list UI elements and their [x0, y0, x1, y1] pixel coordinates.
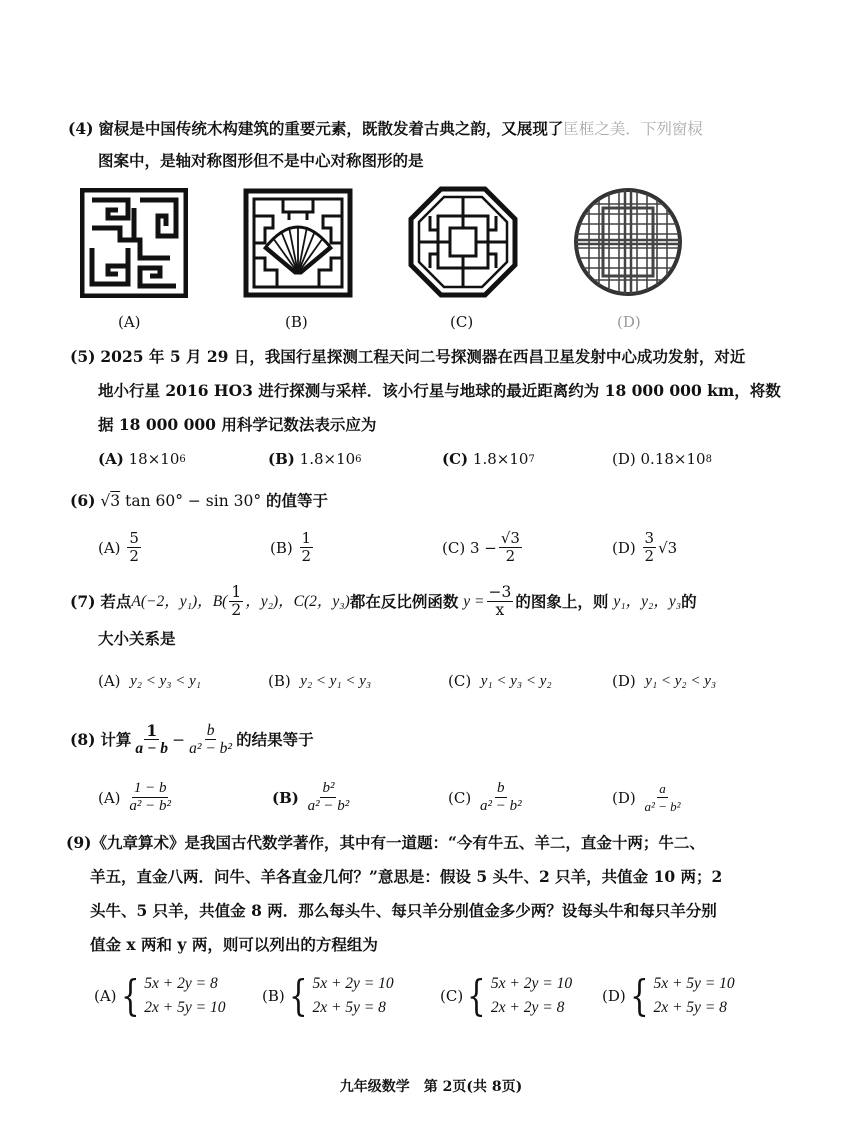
numerator: 1 − b — [133, 780, 167, 796]
q5-line2: 地小行星 2016 HO3 进行探测与采样．该小行星与地球的最近距离约为 18 000 000 km，将数 — [98, 381, 781, 400]
window-pattern-c — [408, 186, 518, 298]
equation-system — [626, 972, 735, 1020]
q4-line1 — [68, 118, 703, 140]
q6-option-c[interactable] — [442, 530, 524, 565]
fraction — [133, 722, 170, 757]
option-suffix: √3 — [658, 538, 678, 557]
q5-line1 — [70, 346, 745, 368]
option-prefix: 3 − — [469, 538, 497, 557]
numerator: 3 — [644, 529, 655, 547]
equation-2: 2x + 2y = 8 — [490, 999, 565, 1016]
q5-option-c[interactable] — [442, 450, 535, 468]
option-text: y₂ < y₁ < y₃ — [300, 672, 372, 689]
equation-1: 5x + 2y = 8 — [144, 975, 218, 992]
q4-text-1: 窗棂是中国传统木构建筑的重要元素，既散发着古典之韵，又展现了 — [98, 119, 564, 138]
q8-line — [70, 722, 314, 757]
equation-1: 5x + 2y = 10 — [490, 975, 573, 992]
page-footer: 九年级数学 第 2页(共 8页) — [339, 1079, 523, 1095]
fraction — [499, 530, 522, 565]
option-label: (B) — [270, 538, 293, 557]
option-label: (C) — [440, 987, 464, 1005]
q8-text: 的结果等于 — [236, 729, 314, 749]
brace-icon: { — [288, 971, 308, 1020]
equation-system — [117, 972, 226, 1020]
option-exponent: 7 — [528, 453, 535, 465]
numerator: b² — [322, 780, 335, 796]
denominator: x — [495, 601, 505, 619]
q7-option-c[interactable] — [448, 672, 552, 690]
numerator: 1 — [146, 721, 158, 740]
q6-number: (6) — [70, 491, 96, 510]
numerator: b — [497, 780, 505, 796]
q6-option-b[interactable] — [270, 530, 315, 565]
option-label: (C) — [442, 450, 469, 468]
option-label: (B) — [262, 987, 285, 1005]
q4-number: (4) — [68, 119, 94, 138]
q7-text: 的图象上，则 — [515, 591, 609, 611]
denominator: 2 — [505, 547, 516, 565]
option-label: (C) — [448, 788, 472, 807]
q9-option-b[interactable] — [262, 972, 394, 1020]
q6-option-d[interactable] — [612, 530, 677, 565]
equation-2: 2x + 5y = 10 — [144, 999, 226, 1016]
option-text: 1.8×10 — [299, 450, 356, 468]
minus-sign: − — [172, 730, 186, 749]
q5-text-1: 2025 年 5 月 29 日，我国行星探测工程天问二号探测器在西昌卫星发射中心成功发射，对近 — [100, 347, 746, 366]
option-text: 0.18×10 — [640, 450, 706, 468]
option-label: (A) — [98, 538, 121, 557]
option-label: (A) — [98, 672, 121, 690]
point-a: A(−2，y₁)， — [131, 592, 213, 610]
option-label: (C) — [448, 672, 472, 690]
fraction — [127, 530, 141, 565]
sqrt-sign: √ — [100, 492, 111, 510]
q4-line2: 图案中，是轴对称图形但不是中心对称图形的是 — [98, 151, 424, 170]
fraction — [643, 780, 683, 815]
window-pattern-d — [573, 186, 683, 298]
q9-option-a[interactable] — [94, 972, 225, 1020]
fraction — [306, 780, 352, 815]
option-text: y₁ < y₃ < y₂ — [480, 672, 552, 689]
option-text: y₁ < y₂ < y₃ — [645, 672, 717, 689]
fraction — [229, 584, 243, 619]
option-text: y₂ < y₃ < y₁ — [130, 672, 201, 689]
option-label: (C) — [442, 538, 466, 557]
option-label: (D) — [612, 538, 636, 557]
q5-option-d[interactable] — [612, 450, 712, 468]
numerator: a — [659, 781, 666, 796]
q7-line2: 大小关系是 — [98, 629, 176, 648]
option-label: (D) — [612, 788, 636, 807]
q7-option-d[interactable] — [612, 672, 716, 690]
q8-option-a[interactable] — [98, 780, 175, 815]
option-label: (D) — [612, 672, 636, 690]
function-lhs: y = — [463, 592, 485, 610]
q4-label-b: (B) — [285, 313, 308, 331]
fraction — [487, 584, 514, 619]
fraction — [300, 530, 314, 565]
q4-label-c: (C) — [450, 313, 474, 331]
option-label: (A) — [98, 450, 124, 468]
denominator: 2 — [231, 601, 242, 619]
q8-text: 计算 — [100, 729, 132, 749]
q9-line2: 羊五，直金八两．问牛、羊各直金几何？”意思是：假设 5 头牛、2 只羊，共值金 10 两；2 — [90, 867, 723, 886]
q7-text: 的 — [681, 591, 697, 611]
q5-option-a[interactable] — [98, 450, 186, 468]
fraction — [127, 780, 173, 815]
q4-label-a: (A) — [118, 313, 141, 331]
q9-line4: 值金 x 两和 y 两，则可以列出的方程组为 — [90, 935, 378, 954]
option-label: (B) — [272, 788, 299, 807]
denominator: a² − b² — [189, 740, 233, 757]
option-label: (A) — [98, 788, 121, 807]
denominator: 2 — [301, 547, 312, 565]
equation-system — [285, 972, 394, 1020]
denominator: a² − b² — [479, 798, 522, 814]
window-pattern-b — [243, 188, 353, 298]
denominator: a² − b² — [129, 798, 171, 814]
q8-option-b[interactable] — [272, 780, 353, 815]
q7-text: 都在反比例函数 — [349, 591, 459, 611]
option-exponent: 6 — [355, 453, 362, 465]
option-text: 1.8×10 — [472, 450, 529, 468]
fraction — [478, 780, 524, 815]
equation-system — [463, 972, 572, 1020]
q4-text-faded: 匡框之美．下列窗棂 — [563, 120, 703, 138]
q9-text-1: 《九章算术》是我国古代数学著作，其中有一道题：“今有牛五、羊二，直金十两；牛二、 — [91, 833, 705, 852]
q9-option-d[interactable] — [602, 972, 735, 1020]
q8-number: (8) — [70, 729, 96, 749]
denominator: 2 — [129, 547, 139, 565]
q8-option-c[interactable] — [448, 780, 526, 815]
option-exponent: 8 — [705, 453, 712, 465]
numerator: 1 — [301, 529, 312, 547]
point-b-start: B( — [212, 592, 228, 610]
fraction — [643, 530, 657, 565]
q7-number: (7) — [70, 591, 96, 611]
denominator: a² − b² — [644, 799, 681, 814]
q5-line3: 据 18 000 000 用科学记数法表示应为 — [98, 415, 377, 434]
equation-1: 5x + 5y = 10 — [653, 975, 735, 992]
numerator: 1 — [231, 583, 242, 601]
brace-icon: { — [120, 971, 140, 1020]
q7-option-b[interactable] — [268, 672, 371, 690]
q6-option-a[interactable] — [98, 530, 143, 565]
brace-icon: { — [629, 971, 649, 1020]
q9-option-c[interactable] — [440, 972, 572, 1020]
q5-number: (5) — [70, 347, 96, 366]
denominator: a − b — [135, 740, 169, 757]
numerator: −3 — [488, 583, 512, 601]
q6-line — [70, 490, 328, 512]
denominator: 2 — [644, 547, 655, 565]
q7-variables: y₁，y₂，y₃ — [613, 592, 682, 610]
q9-line3: 头牛、5 只羊，共值金 8 两．那么每头牛、每只羊分别值金多少两？设每头牛和每只羊分别 — [90, 901, 717, 920]
q7-option-a[interactable] — [98, 672, 201, 690]
numerator: √3 — [500, 529, 520, 547]
point-b-end: ，y₂)， — [245, 592, 294, 610]
point-c: C(2，y₃) — [293, 592, 350, 610]
option-label: (D) — [612, 450, 636, 468]
equation-1: 5x + 2y = 10 — [312, 975, 394, 992]
option-label: (B) — [268, 672, 291, 690]
q8-option-d[interactable] — [612, 780, 685, 815]
sqrt-radicand: 3 — [110, 492, 121, 510]
q4-label-d: (D) — [617, 313, 641, 331]
q5-option-b[interactable] — [268, 450, 362, 468]
option-text: 18×10 — [128, 450, 180, 468]
option-label: (D) — [602, 987, 626, 1005]
option-exponent: 6 — [179, 453, 186, 465]
q9-line1 — [66, 832, 705, 854]
numerator: b — [206, 722, 215, 739]
denominator: a² − b² — [307, 798, 350, 814]
q6-suffix: 的值等于 — [266, 491, 329, 510]
equation-2: 2x + 5y = 8 — [653, 999, 727, 1016]
q7-text: 若点 — [100, 591, 132, 611]
q6-expression: tan 60° − sin 30° — [125, 492, 262, 510]
fraction — [187, 722, 234, 757]
window-pattern-a — [80, 188, 188, 298]
q9-number: (9) — [66, 833, 92, 852]
equation-2: 2x + 5y = 8 — [312, 999, 386, 1016]
q7-line1 — [70, 584, 697, 619]
numerator: 5 — [129, 529, 139, 547]
option-label: (B) — [268, 450, 295, 468]
option-label: (A) — [94, 987, 117, 1005]
brace-icon: { — [467, 971, 486, 1020]
